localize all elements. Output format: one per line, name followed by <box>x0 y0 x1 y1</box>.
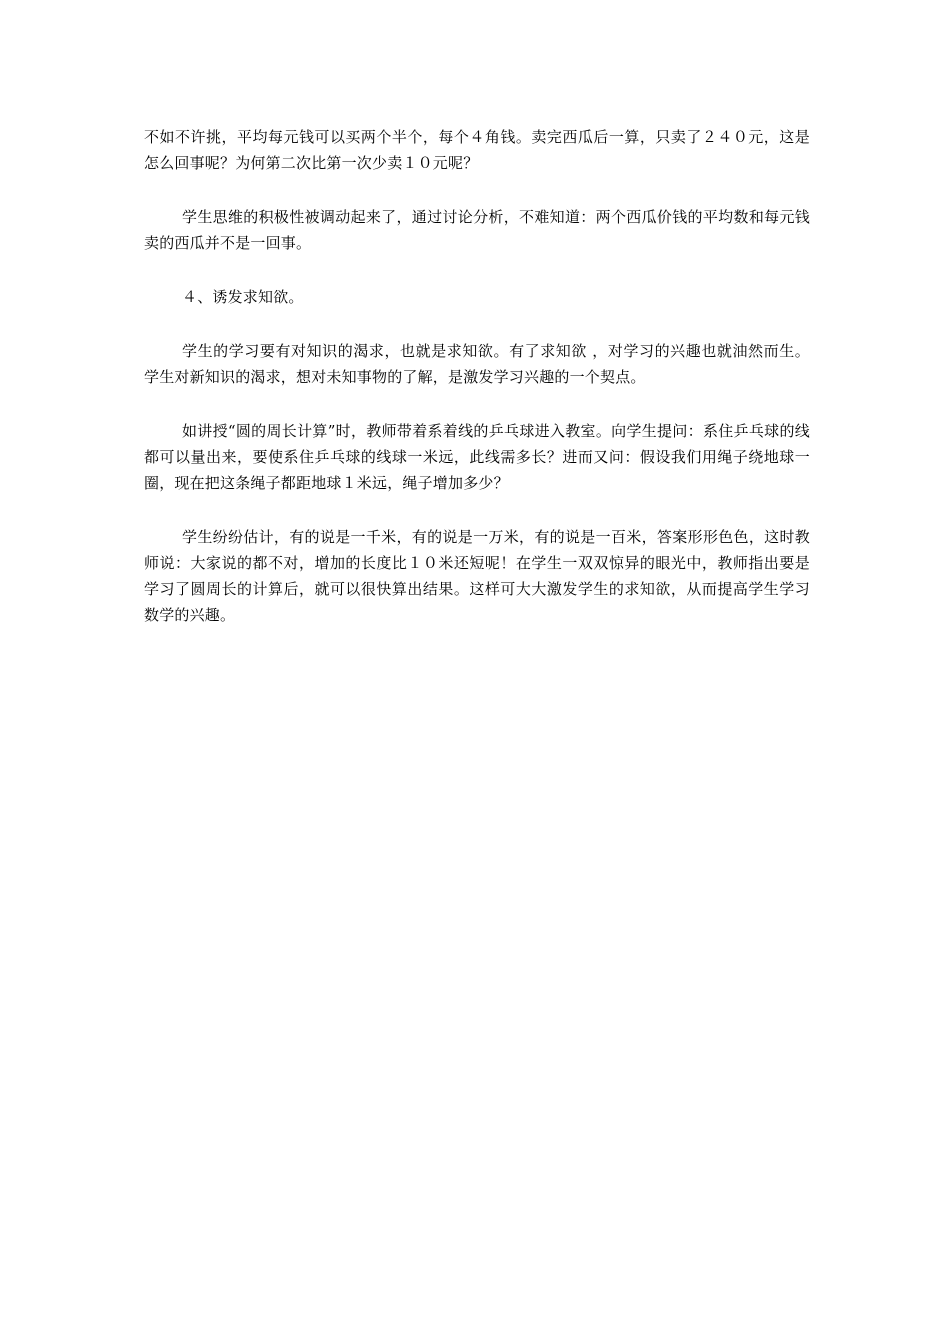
paragraph-continuation: 不如不许挑，平均每元钱可以买两个半个，每个４角钱。卖完西瓜后一算，只卖了２４０元，这是怎么回事呢？为何第二次比第一次少卖１０元呢？ <box>144 128 810 172</box>
document-body <box>144 124 810 656</box>
paragraph-conclusion: 学生纷纷估计，有的说是一千米，有的说是一万米，有的说是一百米，答案形形色色，这时教师说：大家说的都不对，增加的长度比１０米还短呢！在学生一双双惊异的眼光中，教师指出要是学习了圆周长的计算后，就可以很快算出结果。这样可大大激发学生的求知欲，从而提高学生学习数学的兴趣。 <box>144 528 810 624</box>
paragraph-curiosity: 学生的学习要有对知识的渴求，也就是求知欲。有了求知欲 ，对学习的兴趣也就油然而生。学生对新知识的渴求，想对未知事物的了解，是激发学习兴趣的一个契点。 <box>144 342 810 386</box>
paragraph-discussion: 学生思维的积极性被调动起来了，通过讨论分析，不难知道：两个西瓜价钱的平均数和每元钱卖的西瓜并不是一回事。 <box>144 208 810 252</box>
paragraph-example: 如讲授“圆的周长计算”时，教师带着系着线的乒乓球进入教室。向学生提问：系住乒乓球的线都可以量出来，要使系住乒乓球的线球一米远，此线需多长？进而又问：假设我们用绳子绕地球一圈，现在把这条绳子都距地球１米远，绳子增加多少？ <box>144 422 810 492</box>
section-heading-4: ４、诱发求知欲。 <box>182 288 304 306</box>
